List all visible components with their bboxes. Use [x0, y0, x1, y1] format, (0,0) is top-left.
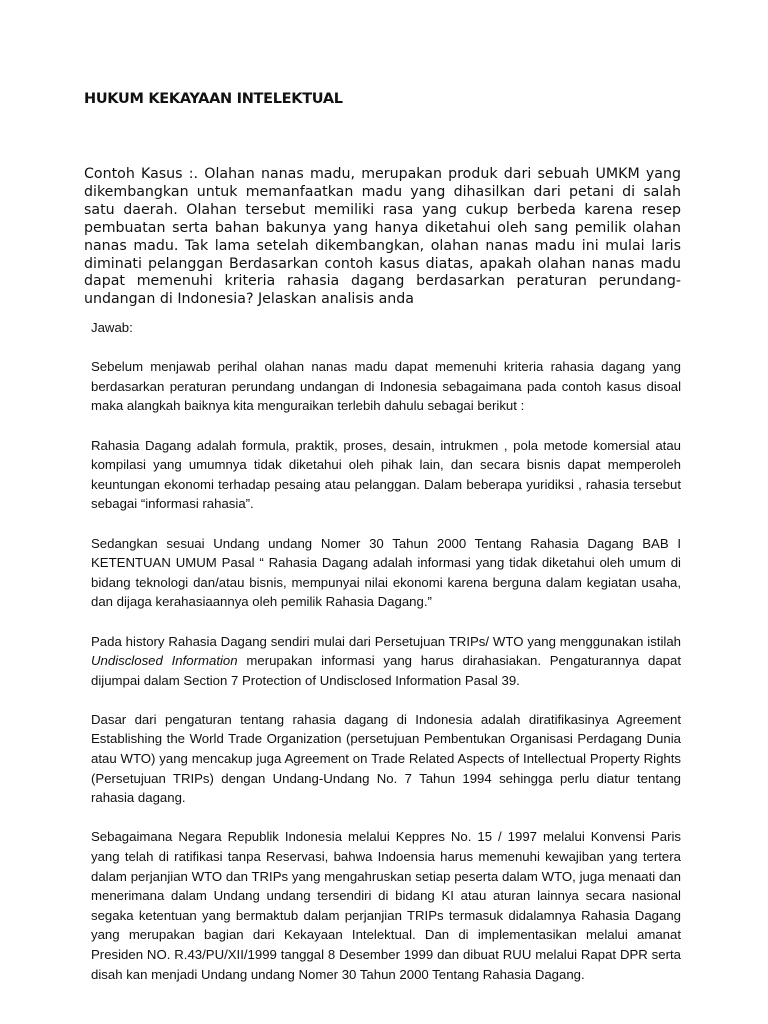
paragraph-4-text-before: Pada history Rahasia Dagang sendiri mulai dari Persetujuan TRIPs/ WTO yang menggunakan istilah	[91, 633, 681, 649]
answer-label: Jawab:	[91, 320, 133, 335]
paragraph-4-italic-term: Undisclosed Information	[91, 653, 238, 669]
answer-paragraph-5: Dasar dari pengaturan tentang rahasia dagang di Indonesia adalah diratifikasinya Agreement Establishing the World Trade Organization (persetujuan Pembentukan Organisasi Perdagang Dunia atau WTO) yang mencakup juga Agreement on Trade Related Aspects of Intellectual Property Rights (Persetujuan TRIPs) dengan Undang-Undang No. 7 Tahun 1994 sehingga perlu diatur tentang rahasia dagang.	[91, 711, 681, 806]
paragraph-4-text-after: merupakan informasi yang harus dirahasiakan. Pengaturannya dapat dijumpai dalam Section 7 Protection of Undisclosed Information Pasal 39.	[91, 653, 681, 688]
document-title: HUKUM KEKAYAAN INTELEKTUAL	[84, 91, 343, 107]
answer-paragraph-6: Sebagaimana Negara Republik Indonesia melalui Keppres No. 15 / 1997 melalui Konvensi Paris yang telah di ratifikasi tanpa Reservasi, bahwa Indoensia harus memenuhi kewajiban yang tertera dalam perjanjian WTO dan TRIPs yang mengahruskan setiap peserta dalam WTO, juga menaati dan menerimana dalam Undang undang tersendiri di bidang KI atau aturan lainnya secara nasional segaka ketentuan yang bermaktub dalam perjanjian TRIPs termasuk didalamnya Rahasia Dagang yang merupakan bagian dari Kekayaan Intelektual. Dan di implementasikan melalui amanat Presiden NO. R.43/PU/XII/1999 tanggal 8 Desember 1999 dan dibuat RUU melalui Rapat DPR serta disah kan menjadi Undang undang Nomer 30 Tahun 2000 Tentang Rahasia Dagang.	[91, 829, 681, 982]
answer-section	[91, 318, 681, 1004]
answer-paragraph-2: Rahasia Dagang adalah formula, praktik, proses, desain, intrukmen , pola metode komersial atau kompilasi yang umumnya tidak diketahui oleh pihak lain, dan secara bisnis dapat memperoleh keuntungan ekonomi terhadap pesaing atau pelanggan. Dalam beberapa yuridiksi , rahasia tersebut sebagai “informasi rahasia”.	[91, 437, 681, 512]
case-question: Contoh Kasus :. Olahan nanas madu, merupakan produk dari sebuah UMKM yang dikembangkan untuk memanfaatkan madu yang dihasilkan dari petani di salah satu daerah. Olahan tersebut memiliki rasa yang cukup berbeda karena resep pembuatan serta bahan bakunya yang hanya diketahui oleh sang pemilik olahan nanas madu. Tak lama setelah dikembangkan, olahan nanas madu ini mulai laris diminati pelanggan Berdasarkan contoh kasus diatas, apakah olahan nanas madu dapat memenuhi kriteria rahasia dagang berdasarkan peraturan perundang-undangan di Indonesia? Jelaskan analisis anda	[84, 166, 681, 308]
answer-paragraph-4	[91, 632, 681, 691]
answer-paragraph-1: Sebelum menjawab perihal olahan nanas madu dapat memenuhi kriteria rahasia dagang yang berdasarkan peraturan perundang undangan di Indonesia sebagaimana pada contoh kasus disoal maka alangkah baiknya kita menguraikan terlebih dahulu sebagai berikut :	[91, 359, 681, 414]
answer-paragraph-3: Sedangkan sesuai Undang undang Nomer 30 Tahun 2000 Tentang Rahasia Dagang BAB I KETENTUAN UMUM Pasal “ Rahasia Dagang adalah informasi yang tidak diketahui oleh umum di bidang teknologi dan/atau bisnis, mempunyai nilai ekonomi karena berguna dalam kegiatan usaha, dan dijaga kerahasiaannya oleh pemilik Rahasia Dagang.”	[91, 535, 681, 610]
